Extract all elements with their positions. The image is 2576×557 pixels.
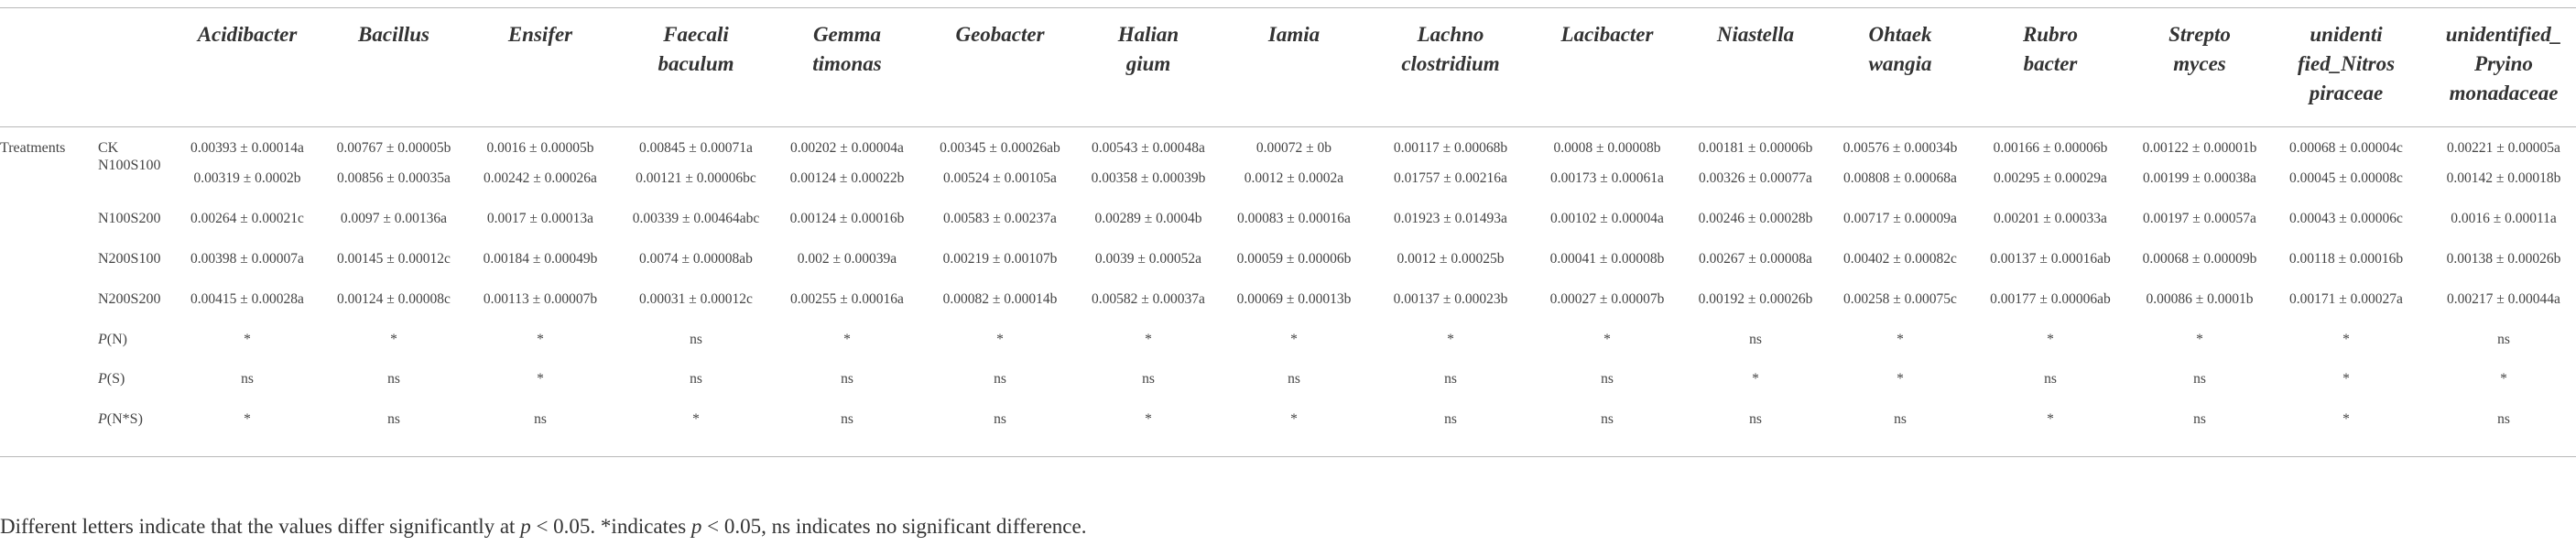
table-cell: 0.00583 ± 0.00237a [943,211,1057,226]
table-cell: 0.00339 ± 0.00464abc [632,211,760,226]
column-header [1225,20,1363,49]
table-cell: 0.00199 ± 0.00038a [2143,170,2256,186]
table-cell: 0.00289 ± 0.0004b [1094,211,1202,226]
table-cell: * [2342,371,2350,387]
table-cell: 0.00242 ± 0.00026a [484,170,597,186]
table-cell: 0.00072 ± 0b [1255,140,1332,156]
table-cell: * [692,411,700,427]
column-header-line: Geobacter [955,23,1045,46]
column-header [2268,20,2424,108]
column-header-line: Acidibacter [197,23,298,46]
table-cell: 0.00319 ± 0.0002b [193,170,301,186]
footnote-text-c: < 0.05, ns indicates no significant difference. [701,515,1087,538]
column-header-line: fied_Nitros [2297,52,2396,75]
table-cell: 0.01923 ± 0.01493a [1394,211,1507,226]
column-header [769,20,925,79]
column-header [169,20,325,49]
table-cell: 0.00166 ± 0.00006b [1993,140,2108,156]
column-header-line: Ohtaek [1868,23,1932,46]
column-header-line: Halian [1117,23,1179,46]
table-cell: 0.00184 ± 0.00049b [483,251,598,267]
table-cell: ns [1601,411,1614,427]
table-cell: * [2047,411,2054,427]
table-cell: * [1290,411,1298,427]
table-cell: 0.00221 ± 0.00005a [2447,140,2560,156]
column-header [2424,20,2576,108]
table-cell: 0.00255 ± 0.00016a [790,291,904,307]
column-header-line: gium [1125,52,1171,75]
table-cell: * [537,332,544,347]
table-cell: 0.00173 ± 0.00061a [1550,170,1664,186]
table-cell: * [1145,411,1152,427]
table-cell: * [2196,332,2203,347]
table-cell: 0.00181 ± 0.00006b [1698,140,1813,156]
table-cell: ns [1444,411,1457,427]
row-label-text: CK [98,140,119,156]
column-header-line: monadaceae [2449,82,2559,104]
column-header-line: Lacibacter [1560,23,1654,46]
table-cell: 0.00264 ± 0.00021c [190,211,304,226]
column-header [1963,20,2137,79]
table-cell: 0.01757 ± 0.00216a [1394,170,1507,186]
table-cell: 0.00027 ± 0.00007b [1549,291,1665,307]
row-label-text: (N*S) [106,411,143,427]
table-cell: ns [1894,411,1907,427]
header-bottom-rule [0,126,2576,127]
row-label-text: N200S100 [98,251,161,267]
column-header-line: myces [2173,52,2226,75]
table-cell: * [244,332,251,347]
table-cell: ns [2193,371,2206,387]
table-footnote [0,515,1086,539]
table-cell: 0.00113 ± 0.00007b [483,291,598,307]
table-cell: 0.00543 ± 0.00048a [1092,140,1205,156]
footnote-p-symbol: p [520,515,531,538]
footnote-text-b: < 0.05. *indicates [530,515,691,538]
column-header [2122,20,2277,79]
table-cell: 0.00068 ± 0.00009b [2142,251,2257,267]
column-header-line: bacter [2023,52,2078,75]
column-header-line: Gemma [812,23,882,46]
footnote-text-a: Different letters indicate that the values differ significantly at [0,515,521,538]
table-cell: 0.00202 ± 0.00004a [790,140,904,156]
table-cell: 0.00117 ± 0.00068b [1393,140,1508,156]
table-cell: 0.00043 ± 0.00006c [2289,211,2403,226]
table-top-rule [0,7,2576,8]
table-cell: 0.00083 ± 0.00016a [1237,211,1351,226]
table-cell: 0.00326 ± 0.00077a [1699,170,1812,186]
table-cell: 0.00295 ± 0.00029a [1994,170,2107,186]
table-cell: 0.0097 ± 0.00136a [340,211,448,226]
table-cell: 0.00102 ± 0.00004a [1550,211,1664,226]
table-cell: * [537,371,544,387]
table-cell: ns [2497,411,2510,427]
column-header [1678,20,1833,49]
treatments-group-label: Treatments [0,140,66,156]
table-cell: * [1897,332,1904,347]
table-cell: * [996,332,1004,347]
row-label [98,158,160,174]
table-cell: 0.00856 ± 0.00035a [337,170,451,186]
table-cell: 0.0039 ± 0.00052a [1094,251,1202,267]
column-header-line: clostridium [1401,52,1500,75]
table-cell: 0.0012 ± 0.0002a [1244,170,1344,186]
table-cell: 0.00068 ± 0.00004c [2289,140,2403,156]
table-cell: ns [534,411,547,427]
row-label [98,411,143,428]
table-cell: 0.00402 ± 0.00082c [1843,251,1957,267]
column-header-line: Faecali [663,23,729,46]
table-cell: 0.00808 ± 0.00068a [1843,170,1957,186]
table-cell: ns [387,411,400,427]
table-cell: ns [1749,332,1762,347]
column-header-line: timonas [812,52,882,75]
column-header [1813,20,1987,79]
table-cell: 0.00217 ± 0.00044a [2447,291,2560,307]
table-cell: 0.0008 ± 0.00008b [1553,140,1661,156]
table-cell: 0.00197 ± 0.00057a [2143,211,2256,226]
table-cell: 0.00031 ± 0.00012c [639,291,753,307]
column-header [1364,20,1538,79]
table-cell: * [2342,332,2350,347]
table-cell: 0.00137 ± 0.00023b [1393,291,1508,307]
footnote-p-symbol: p [690,515,702,538]
table-cell: * [1447,332,1454,347]
table-cell: 0.00121 ± 0.00006bc [636,170,756,186]
table-cell: 0.00059 ± 0.00006b [1236,251,1352,267]
row-label-text: N100S100 [98,158,161,173]
table-cell: ns [1601,371,1614,387]
table-cell: ns [2044,371,2057,387]
table-cell: 0.00086 ± 0.0001b [2146,291,2254,307]
p-value-symbol: P [98,332,107,347]
row-label [98,140,118,157]
table-cell: 0.00345 ± 0.00026ab [940,140,1060,156]
column-header [1064,20,1234,79]
column-header [1529,20,1685,49]
table-cell: 0.00069 ± 0.00013b [1236,291,1352,307]
table-cell: ns [690,371,702,387]
p-value-symbol: P [98,411,107,427]
table-cell: ns [690,332,702,347]
table-cell: * [1145,332,1152,347]
column-header [325,20,462,49]
table-cell: 0.0074 ± 0.00008ab [639,251,753,267]
table-cell: 0.0016 ± 0.00005b [486,140,594,156]
column-header-line: Niastella [1716,23,1795,46]
table-cell: 0.00524 ± 0.00105a [943,170,1057,186]
table-cell: ns [994,371,1006,387]
column-header-line: Lachno [1417,23,1484,46]
table-cell: * [2342,411,2350,427]
table-cell: 0.00767 ± 0.00005b [336,140,451,156]
table-cell: * [244,411,251,427]
table-cell: 0.00219 ± 0.00107b [942,251,1058,267]
table-cell: * [1603,332,1611,347]
table-cell: * [1290,332,1298,347]
table-cell: 0.00201 ± 0.00033a [1994,211,2107,226]
table-cell: * [2047,332,2054,347]
table-cell: 0.00041 ± 0.00008b [1549,251,1665,267]
table-cell: 0.00124 ± 0.00022b [789,170,905,186]
column-header-line: Ensifer [507,23,573,46]
table-cell: ns [1444,371,1457,387]
column-header-line: Strepto [2168,23,2231,46]
table-cell: * [1752,371,1759,387]
table-cell: 0.00717 ± 0.00009a [1843,211,1957,226]
table-cell: ns [994,411,1006,427]
column-header-line: Iamia [1267,23,1321,46]
table-cell: * [1897,371,1904,387]
column-header [913,20,1087,49]
row-label-text: (S) [106,371,125,387]
column-header-line: Rubro [2022,23,2079,46]
table-cell: 0.00124 ± 0.00016b [789,211,905,226]
column-header-line: Bacillus [358,23,429,46]
column-header-line: Pryino [2474,52,2533,75]
table-cell: 0.00145 ± 0.00012c [337,251,451,267]
row-label [98,332,127,348]
row-label [98,211,160,227]
table-cell: ns [2193,411,2206,427]
table-cell: 0.0017 ± 0.00013a [486,211,594,226]
table-cell: 0.00246 ± 0.00028b [1698,211,1813,226]
table-cell: * [2500,371,2507,387]
table-cell: 0.00142 ± 0.00018b [2446,170,2561,186]
table-cell: 0.0016 ± 0.00011a [2451,211,2557,226]
table-cell: ns [387,371,400,387]
table-cell: 0.00177 ± 0.00006ab [1990,291,2111,307]
column-header-line: piraceae [2309,82,2384,104]
table-cell: ns [841,411,853,427]
table-cell: 0.00393 ± 0.00014a [190,140,304,156]
table-cell: 0.00415 ± 0.00028a [190,291,304,307]
table-cell: 0.002 ± 0.00039a [797,251,897,267]
row-label-text: (N) [106,332,127,347]
row-label [98,291,160,308]
row-label [98,251,160,268]
table-cell: 0.00138 ± 0.00026b [2446,251,2561,267]
table-cell: * [843,332,851,347]
p-value-symbol: P [98,371,107,387]
table-cell: 0.00124 ± 0.00008c [337,291,451,307]
table-cell: ns [1288,371,1300,387]
column-header-line: unidentified_ [2445,23,2562,46]
table-cell: 0.00137 ± 0.00016ab [1990,251,2111,267]
column-header-line: unidenti [2310,23,2383,46]
column-header-line: wangia [1868,52,1932,75]
table-cell: ns [1142,371,1155,387]
table-cell: 0.00358 ± 0.00039b [1091,170,1206,186]
table-cell: 0.00118 ± 0.00016b [2288,251,2404,267]
column-header [612,20,781,79]
column-header-line: baculum [658,52,734,75]
table-cell: 0.00267 ± 0.00008a [1699,251,1812,267]
table-cell: 0.00576 ± 0.00034b [1842,140,1958,156]
table-cell: ns [241,371,254,387]
table-cell: 0.00258 ± 0.00075c [1843,291,1957,307]
table-cell: * [390,332,397,347]
table-cell: 0.00082 ± 0.00014b [942,291,1058,307]
table-cell: ns [1749,411,1762,427]
table-cell: 0.00045 ± 0.00008c [2289,170,2403,186]
table-cell: 0.00122 ± 0.00001b [2142,140,2257,156]
table-cell: 0.00582 ± 0.00037a [1092,291,1205,307]
table-cell: 0.00845 ± 0.00071a [639,140,753,156]
table-cell: 0.00398 ± 0.00007a [190,251,304,267]
column-header [472,20,609,49]
table-cell: ns [2497,332,2510,347]
table-cell: ns [841,371,853,387]
table-cell: 0.00192 ± 0.00026b [1698,291,1813,307]
row-label-text: N100S200 [98,211,161,226]
table-bottom-rule [0,456,2576,457]
row-label [98,371,125,388]
table-cell: 0.0012 ± 0.00025b [1397,251,1505,267]
table-cell: 0.00171 ± 0.00027a [2289,291,2403,307]
row-label-text: N200S200 [98,291,161,307]
